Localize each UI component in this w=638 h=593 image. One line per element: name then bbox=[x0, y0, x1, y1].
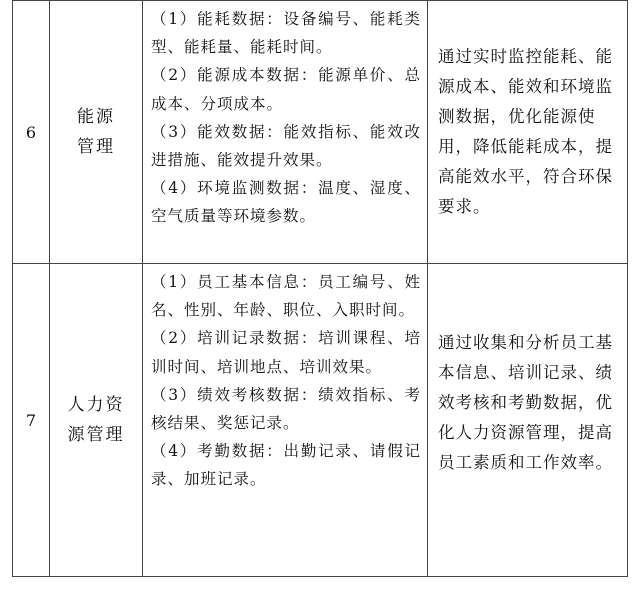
data-item: （1）能耗数据：设备编号、能耗类型、能耗量、能耗时间。 bbox=[151, 10, 421, 57]
table-row bbox=[13, 264, 628, 577]
goal-cell: 通过实时监控能耗、能源成本、能效和环境监测数据，优化能源使用，降低能耗成本，提高能效水平，符合环保要求。 bbox=[428, 1, 628, 264]
data-item: （3）能效数据：能效指标、能效改进措施、能效提升效果。 bbox=[151, 122, 421, 170]
category-name-line: 能源 bbox=[77, 107, 115, 127]
category-name bbox=[50, 264, 143, 577]
row-number: 7 bbox=[13, 264, 50, 577]
category-name bbox=[50, 1, 143, 264]
data-content-cell bbox=[143, 1, 428, 264]
data-item: （2）培训记录数据：培训课程、培训时间、培训地点、培训效果。 bbox=[151, 329, 421, 376]
data-table bbox=[12, 0, 628, 577]
category-name-line: 管理 bbox=[77, 137, 115, 157]
data-content-cell bbox=[143, 264, 428, 577]
category-name-line: 人力资 bbox=[67, 395, 125, 415]
data-item: （1）员工基本信息：员工编号、姓名、性别、年龄、职位、入职时间。 bbox=[151, 273, 421, 320]
row-number: 6 bbox=[13, 1, 50, 264]
data-item: （2）能源成本数据：能源单价、总成本、分项成本。 bbox=[151, 66, 421, 113]
goal-cell: 通过收集和分析员工基本信息、培训记录、绩效考核和考勤数据，优化人力资源管理，提高员工素质和工作效率。 bbox=[428, 264, 628, 577]
category-name-line: 源管理 bbox=[67, 425, 125, 445]
data-item: （3）绩效考核数据：绩效指标、考核结果、奖惩记录。 bbox=[151, 385, 421, 433]
data-item: （4）考勤数据：出勤记录、请假记录、加班记录。 bbox=[151, 442, 421, 489]
data-item: （4）环境监测数据：温度、湿度、空气质量等环境参数。 bbox=[151, 179, 421, 226]
table-row bbox=[13, 1, 628, 264]
